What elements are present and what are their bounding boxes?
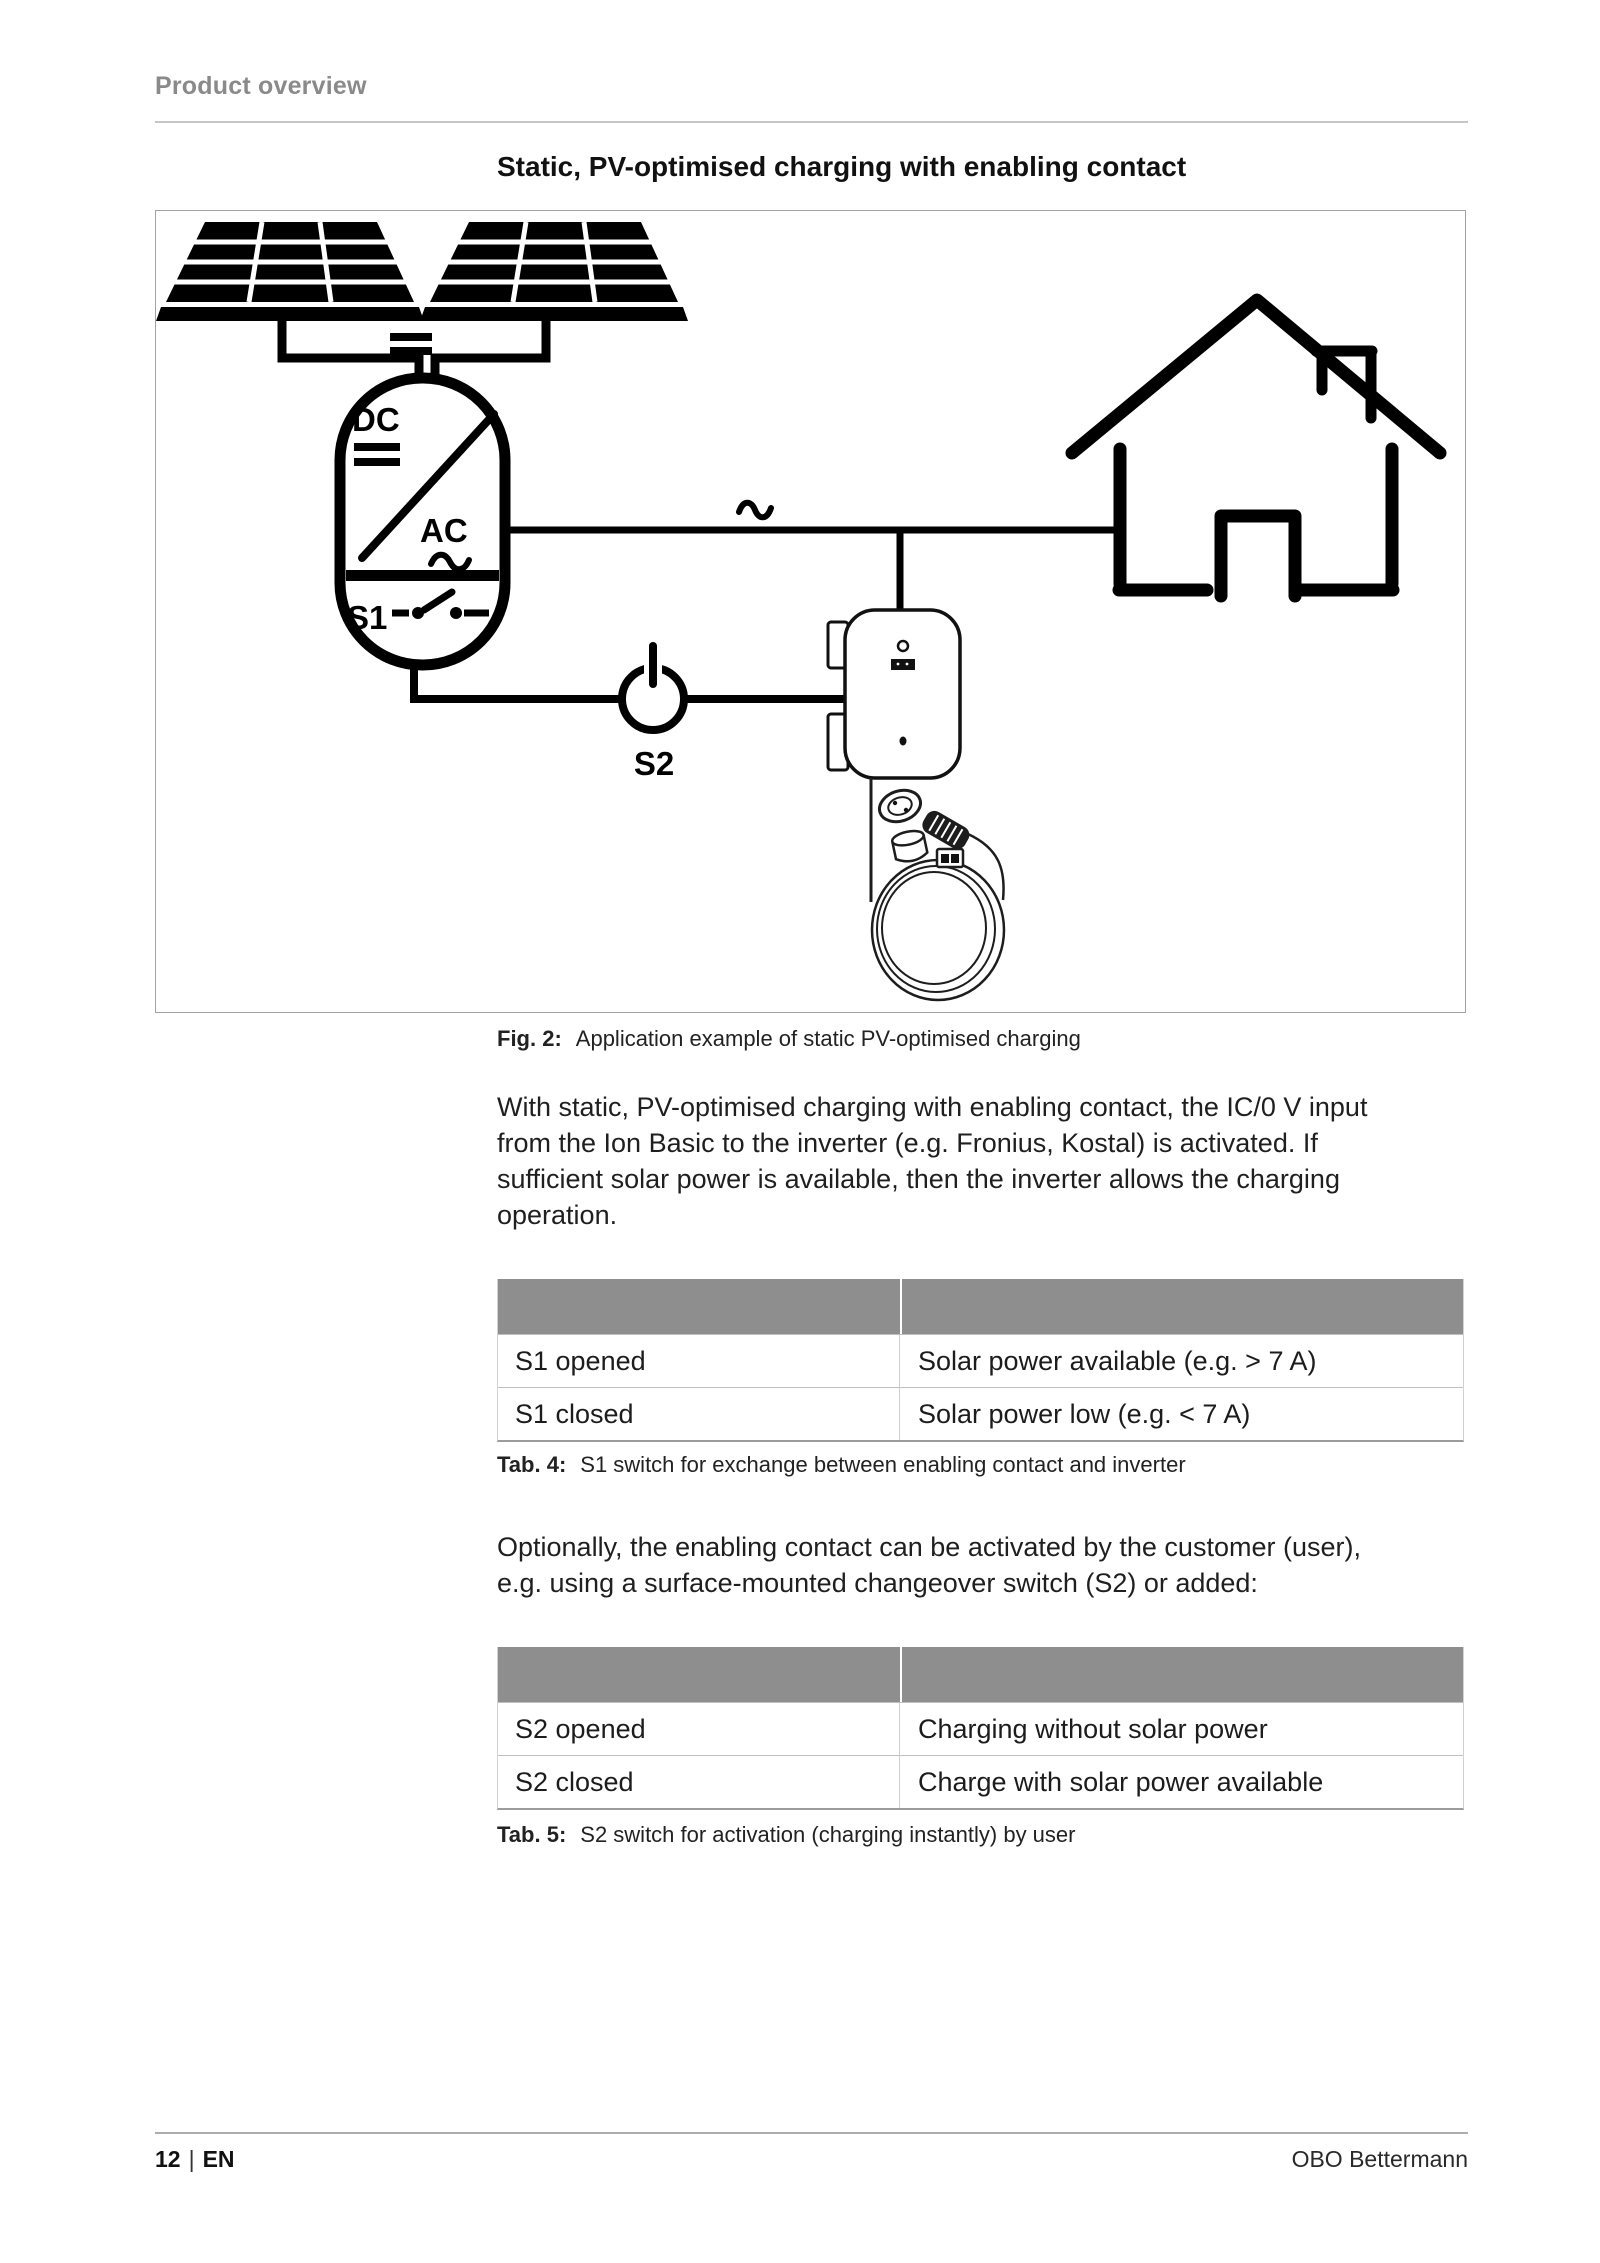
table-cell: S2 opened [498,1703,900,1755]
figure-caption [497,1026,1081,1052]
cable-cap-icon [891,829,928,865]
paragraph-line: operation. [497,1200,618,1230]
s1-table [497,1279,1464,1442]
dc-symbol-icon [390,333,432,355]
s1-label: S1 [347,599,388,636]
table-header-cell [902,1279,1463,1334]
table-header-cell [498,1647,902,1702]
table-header-row [498,1647,1463,1702]
footer-divider [155,2132,1468,2134]
footer-brand: OBO Bettermann [1291,2146,1468,2172]
footer-language-code: EN [202,2146,235,2172]
footer-separator: | [188,2146,195,2172]
paragraph-line: With static, PV-optimised charging with enabling contact, the IC/0 V input [497,1092,1368,1122]
inverter-icon [340,378,505,665]
paragraph-line: from the Ion Basic to the inverter (e.g. Fronius, Kostal) is activated. If [497,1128,1318,1158]
table-caption-text: S2 switch for activation (charging instantly) by user [580,1822,1076,1847]
header-divider [155,121,1468,123]
body-paragraph-1 [497,1089,1472,1233]
body-paragraph-2 [497,1529,1472,1601]
figure-caption-label: Fig. 2: [497,1026,562,1051]
table-header-row [498,1279,1463,1334]
paragraph-line: sufficient solar power is available, then the inverter allows the charging [497,1164,1340,1194]
table-row [498,1334,1463,1387]
table-row [498,1387,1463,1440]
section-header: Product overview [155,72,367,100]
table-cell: Charge with solar power available [918,1766,1324,1797]
s1-table-caption [497,1452,1186,1478]
cable-icon [871,778,1004,1000]
figure-caption-text: Application example of static PV-optimised charging [575,1026,1081,1051]
inverter-divider [346,570,499,581]
table-header-cell [498,1279,902,1334]
wallbox-icon [828,610,960,778]
footer-page-number: 12 [155,2146,181,2172]
table-caption-text: S1 switch for exchange between enabling contact and inverter [580,1452,1186,1477]
cable-connector-box-icon [937,849,963,867]
table-cell: Solar power low (e.g. < 7 A) [918,1398,1251,1429]
paragraph-line: e.g. using a surface-mounted changeover switch (S2) or added: [497,1568,1258,1598]
paragraph-line: Optionally, the enabling contact can be activated by the customer (user), [497,1532,1361,1562]
s2-label: S2 [633,745,675,782]
plug-connector-icon [875,785,924,827]
ac-line-tilde-icon [739,503,771,518]
ac-label: AC [420,512,468,549]
figure-frame [155,210,1466,1013]
table-caption-label: Tab. 5: [497,1822,567,1847]
table-header-cell [902,1647,1463,1702]
solar-panel-left-icon [156,222,428,321]
table-cell: Solar power available (e.g. > 7 A) [918,1345,1317,1376]
house-icon [1072,300,1440,596]
wallbox-slot-icon [891,659,915,670]
power-button-icon [622,646,684,730]
s2-table-caption [497,1822,1075,1848]
table-row [498,1702,1463,1755]
table-cell: S1 closed [498,1388,900,1440]
table-cell: S1 opened [498,1335,900,1387]
dc-label: DC [352,401,400,438]
house-door [1221,516,1295,596]
table-cell: S2 closed [498,1756,900,1808]
figure-title: Static, PV-optimised charging with enabling contact [497,151,1187,182]
s2-table [497,1647,1464,1810]
table-caption-label: Tab. 4: [497,1452,567,1477]
wallbox-led-icon [898,641,908,651]
dc-wire-right [435,316,546,383]
house-roof [1072,300,1440,453]
wallbox-dot-icon [900,737,907,746]
table-cell: Charging without solar power [918,1713,1268,1744]
solar-panel-right-icon [418,222,692,321]
footer-page-info [155,2146,235,2173]
pv-diagram [156,211,1465,1012]
table-row [498,1755,1463,1808]
